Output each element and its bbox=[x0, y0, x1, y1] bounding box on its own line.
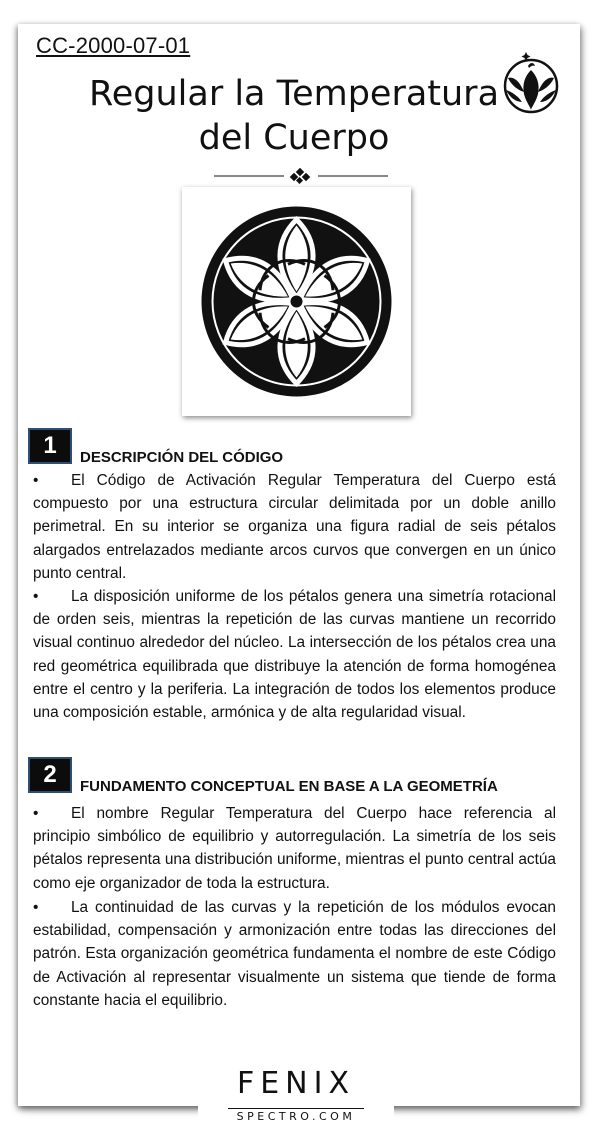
section-2-paragraph-2: • La continuidad de las curvas y la repetición de los módulos evocan estabilidad, compensación y armonización entre todas las direcciones del patrón. Esta organización geométrica fundamenta el nombre de este Código de Activación al representar visualmente un sistema que tiende de forma constante hacia el equilibrio. bbox=[33, 896, 556, 1012]
section-number-badge: 1 bbox=[28, 428, 72, 464]
section-2-header bbox=[28, 757, 568, 795]
brand-divider bbox=[228, 1108, 364, 1109]
diamond-divider-icon bbox=[214, 168, 388, 184]
footer-logo bbox=[198, 1064, 394, 1128]
code-figure bbox=[182, 187, 411, 416]
brand-name: FENIX bbox=[236, 1066, 356, 1101]
section-1-header bbox=[28, 428, 568, 466]
section-2-paragraph-1: • El nombre Regular Temperatura del Cuerpo hace referencia al principio simbólico de equilibrio y autorregulación. La simetría de los seis pétalos representa una distribución uniforme, mientras el punto central actúa como eje organizador de toda la estructura. bbox=[33, 802, 556, 895]
bullet-icon: • bbox=[33, 588, 39, 605]
bullet-icon: • bbox=[33, 805, 39, 822]
title-line-2: del Cuerpo bbox=[198, 118, 390, 158]
section-heading: DESCRIPCIÓN DEL CÓDIGO bbox=[80, 449, 284, 466]
section-heading: FUNDAMENTO CONCEPTUAL EN BASE A LA GEOMETRÍA bbox=[80, 778, 498, 795]
title-line-1: Regular la Temperatura bbox=[88, 74, 500, 114]
section-1-paragraph-2: • La disposición uniforme de los pétalos genera una simetría rotacional de orden seis, mientras la repetición de las curvas mantiene un recorrido visual continuo alrededor del núcleo. La intersección de los pétalos crea una red geométrica equilibrada que distribuye la atención de forma homogénea entre el centro y la periferia. La integración de todos los elementos produce una composición estable, armónica y de alta regularidad visual. bbox=[33, 585, 556, 724]
bullet-icon: • bbox=[33, 472, 39, 489]
six-petal-circle-icon bbox=[182, 187, 411, 416]
section-1-paragraph-1: • El Código de Activación Regular Temperatura del Cuerpo está compuesto por una estructura circular delimitada por un doble anillo perimetral. En su interior se organiza una figura radial de seis pétalos alargados entrelazados mediante arcos curvos que convergen en un único punto central. bbox=[33, 469, 556, 585]
bullet-icon: • bbox=[33, 899, 39, 916]
phoenix-icon bbox=[498, 48, 562, 116]
brand-domain: SPECTRO.COM bbox=[236, 1110, 356, 1123]
section-number-badge: 2 bbox=[28, 757, 72, 793]
code-id: CC-2000-07-01 bbox=[36, 33, 191, 58]
page-title bbox=[56, 72, 532, 160]
